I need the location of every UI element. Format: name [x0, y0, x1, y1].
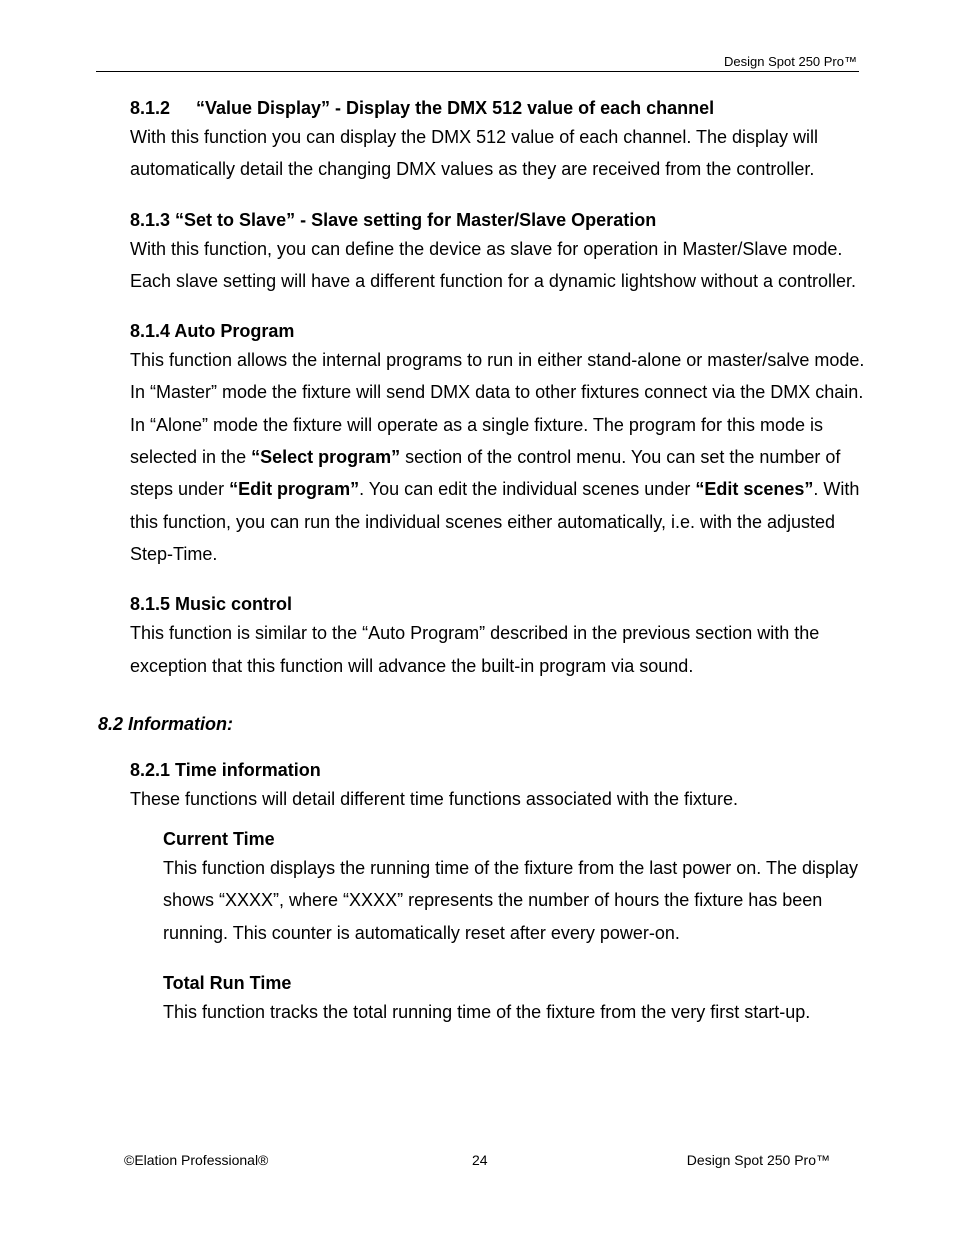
section-8-1-4-body	[130, 344, 870, 570]
section-8-2-heading: 8.2 Information:	[98, 713, 234, 734]
edit-scenes-term: “Edit scenes”	[695, 479, 814, 500]
edit-program-term: “Edit program”	[229, 479, 360, 500]
select-program-term: “Select program”	[251, 447, 401, 468]
body-text: . With this function, you can run the individual scenes either automatically, i.e. with the adjusted Step-Time.	[130, 479, 860, 564]
page-header-title: Design Spot 250 Pro™	[724, 54, 857, 69]
section-8-1-2-body: With this function you can display the DMX 512 value of each channel. The display will automatically detail the changing DMX values as they are received from the controller.	[130, 127, 819, 180]
section-title: “Value Display” - Display the DMX 512 value of each channel	[196, 98, 715, 118]
current-time-heading: Current Time	[163, 829, 275, 850]
current-time-body: This function displays the running time of the fixture from the last power on. The display shows “XXXX”, where “XXXX” represents the number of hours the fixture has been running. This counter is automatically reset after every power-on.	[163, 858, 859, 943]
section-8-1-4-heading: 8.1.4 Auto Program	[130, 321, 295, 342]
section-8-1-2-heading	[130, 96, 954, 120]
section-8-2-1-body: These functions will detail different time functions associated with the fixture.	[130, 788, 738, 809]
header-divider	[96, 71, 859, 72]
section-8-2-1-heading: 8.2.1 Time information	[130, 759, 321, 780]
body-text: section of the control menu. You can set the number of steps under	[130, 447, 841, 500]
footer-product-name: Design Spot 250 Pro™	[686, 1152, 830, 1168]
section-8-1-5-body: This function is similar to the “Auto Program” described in the previous section with the exception that this function will advance the built-in program via sound.	[130, 623, 820, 676]
footer-page-number: 24	[472, 1152, 488, 1168]
section-8-1-3-heading: 8.1.3 “Set to Slave” - Slave setting for Master/Slave Operation	[130, 209, 657, 230]
total-run-time-heading: Total Run Time	[163, 973, 292, 994]
section-8-1-3-body: With this function, you can define the device as slave for operation in Master/Slave mode. Each slave setting will have a different function for a dynamic lightshow without a controller.	[130, 238, 857, 291]
section-number: 8.1.2	[130, 98, 171, 118]
section-8-1-5-heading: 8.1.5 Music control	[130, 594, 293, 615]
total-run-time-body: This function tracks the total running time of the fixture from the very first start-up.	[163, 1002, 811, 1023]
footer-copyright: ©Elation Professional®	[124, 1152, 269, 1168]
body-text: . You can edit the individual scenes under	[359, 479, 696, 500]
document-body	[0, 96, 954, 1028]
body-text: This function allows the internal programs to run in either stand-alone or master/salve mode. In “Master” mode the fixture will send DMX data to other fixtures connect via the DMX chain. In “Alone” mode the fixture will operate as a single fixture. The program for this mode is selected in the	[130, 350, 865, 468]
